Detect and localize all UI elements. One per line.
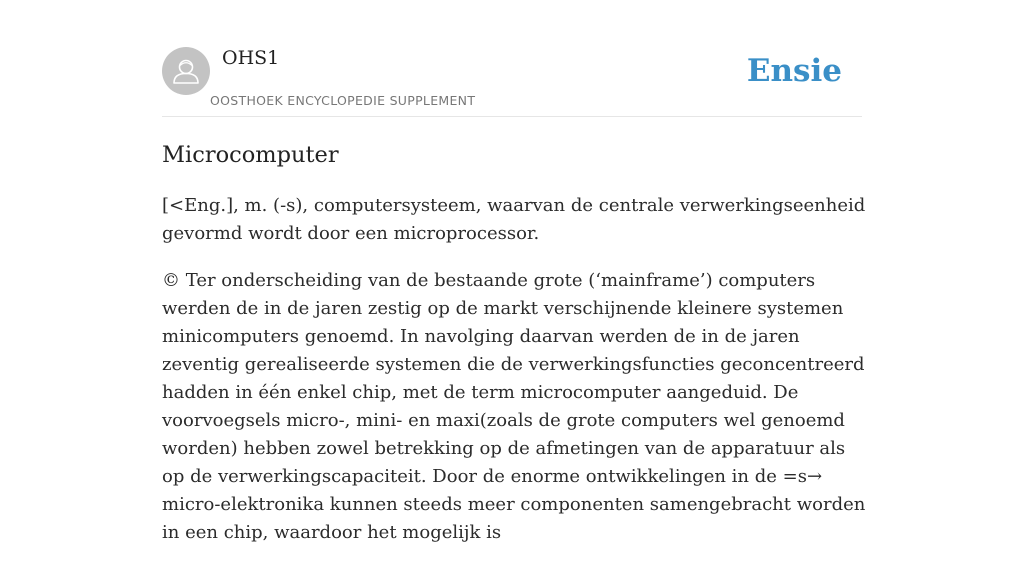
page-title: Microcomputer (162, 142, 339, 168)
definition-paragraph: [<Eng.], m. (-s), computersysteem, waarvan de centrale verwerkingseenheid gevormd wordt door een microprocessor. (162, 195, 866, 244)
source-label[interactable]: OOSTHOEK ENCYCLOPEDIE SUPPLEMENT (210, 93, 476, 108)
page-header (162, 46, 862, 117)
avatar[interactable] (162, 47, 210, 95)
body-paragraph: © Ter onderscheiding van de bestaande grote (‘mainframe’) computers werden de in de jaren zestig op de markt verschijnende kleinere systemen minicomputers genoemd. In navolging daarvan werden de in de jaren zeventig gerealiseerde systemen die de verwerkingsfuncties geconcentreerd hadden in één enkel chip, met de term microcomputer aangeduid. De voorvoegsels micro-, mini- en maxi(zoals de grote computers wel genoemd worden) hebben zowel betrekking op de afmetingen van de apparatuur als op de verwerkingscapaciteit. Door de enorme ontwikkelingen in de =s→ micro-elektronika kunnen steeds meer componenten samengebracht worden in een chip, waardoor het mogelijk is (162, 270, 866, 543)
author-name[interactable]: OHS1 (222, 47, 280, 69)
user-silhouette-icon (162, 47, 210, 95)
ensie-logo[interactable]: Ensie (746, 53, 842, 89)
article-body (162, 192, 867, 566)
